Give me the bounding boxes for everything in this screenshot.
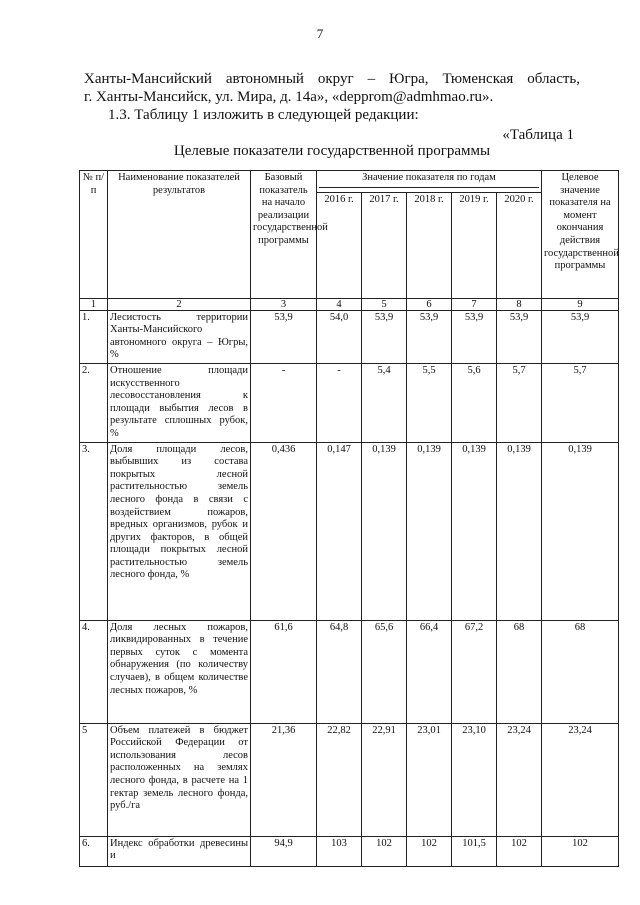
value-2017: 22,91 bbox=[362, 723, 407, 836]
value-2020: 23,24 bbox=[497, 723, 542, 836]
address-line-2: г. Ханты-Мансийск, ул. Мира, д. 14а», «depprom@admhmao.ru». bbox=[84, 89, 494, 105]
row-number: 2. bbox=[80, 363, 108, 442]
value-2020: 102 bbox=[497, 836, 542, 866]
row-number: 1. bbox=[80, 310, 108, 363]
value-2017: 53,9 bbox=[362, 310, 407, 363]
table-row bbox=[80, 310, 619, 363]
column-number: 1 bbox=[80, 298, 108, 310]
value-2017: 102 bbox=[362, 836, 407, 866]
row-number: 6. bbox=[80, 836, 108, 866]
header-years-group-label: Значение показателя по годам bbox=[362, 172, 496, 183]
value-2018: 102 bbox=[407, 836, 452, 866]
value-2019: 67,2 bbox=[452, 620, 497, 723]
table-title: Целевые показатели государственной программы bbox=[173, 143, 491, 159]
target-value: 23,24 bbox=[542, 723, 619, 836]
row-number: 5 bbox=[80, 723, 108, 836]
column-number: 4 bbox=[317, 298, 362, 310]
value-2017: 65,6 bbox=[362, 620, 407, 723]
header-year: 2020 г. bbox=[497, 192, 542, 298]
table-row bbox=[80, 723, 619, 836]
base-value: 21,36 bbox=[251, 723, 317, 836]
header-year: 2019 г. bbox=[452, 192, 497, 298]
header-name: Наименование показателей результатов bbox=[108, 171, 251, 299]
indicator-name: Объем платежей в бюджет Российской Федерации от использования лесов расположенных на землях лесного фонда, в расчете на 1 гектар земель лесного фонда, руб./га bbox=[108, 723, 251, 836]
header-target: Целевое значение показателя на момент окончания действия государственной программы bbox=[542, 171, 619, 299]
base-value: 61,6 bbox=[251, 620, 317, 723]
indicator-name: Доля площади лесов, выбывших из состава покрытых лесной растительностью земель лесного фонда в связи с воздействием пожаров, вредных организмов, рубок и других факторов, в общей площади покрытых лесной растительностью земель лесного фонда, % bbox=[108, 442, 251, 620]
table-header bbox=[80, 171, 619, 311]
indicator-name: Доля лесных пожаров, ликвидированных в течение первых суток с момента обнаружения (по количеству случаев), в общем количестве лесных пожаров, % bbox=[108, 620, 251, 723]
column-number: 8 bbox=[497, 298, 542, 310]
value-2020: 68 bbox=[497, 620, 542, 723]
header-row bbox=[80, 171, 619, 193]
column-number: 7 bbox=[452, 298, 497, 310]
header-divider bbox=[319, 187, 539, 192]
value-2019: 23,10 bbox=[452, 723, 497, 836]
value-2019: 0,139 bbox=[452, 442, 497, 620]
row-number: 3. bbox=[80, 442, 108, 620]
table-row bbox=[80, 836, 619, 866]
value-2018: 53,9 bbox=[407, 310, 452, 363]
table-row bbox=[80, 363, 619, 442]
value-2019: 53,9 bbox=[452, 310, 497, 363]
column-number: 2 bbox=[108, 298, 251, 310]
indicator-name: Индекс обработки древесины и bbox=[108, 836, 251, 866]
page-number: 7 bbox=[316, 26, 324, 41]
table-body bbox=[80, 310, 619, 866]
target-value: 0,139 bbox=[542, 442, 619, 620]
column-number: 3 bbox=[251, 298, 317, 310]
value-2016: - bbox=[317, 363, 362, 442]
row-number: 4. bbox=[80, 620, 108, 723]
header-base: Базовый показатель на начало реализации государственной программы bbox=[251, 171, 317, 299]
indicator-name: Отношение площади искусственного лесовосстановления к площади выбытия лесов в результате сплошных рубок, % bbox=[108, 363, 251, 442]
table-caption: «Таблица 1 bbox=[502, 127, 574, 143]
header-num: № п/п bbox=[80, 171, 108, 299]
indicator-name: Лесистость территории Ханты-Мансийского автономного округа – Югры, % bbox=[108, 310, 251, 363]
header-years-group bbox=[317, 171, 542, 193]
value-2016: 54,0 bbox=[317, 310, 362, 363]
target-value: 68 bbox=[542, 620, 619, 723]
address-line-1: Ханты-Мансийский автономный округ – Югра, Тюменская область, bbox=[84, 71, 580, 87]
base-value: - bbox=[251, 363, 317, 442]
value-2018: 5,5 bbox=[407, 363, 452, 442]
table-row bbox=[80, 442, 619, 620]
value-2018: 23,01 bbox=[407, 723, 452, 836]
target-value: 102 bbox=[542, 836, 619, 866]
value-2017: 0,139 bbox=[362, 442, 407, 620]
value-2020: 5,7 bbox=[497, 363, 542, 442]
value-2016: 103 bbox=[317, 836, 362, 866]
value-2019: 101,5 bbox=[452, 836, 497, 866]
column-numbers-row bbox=[80, 298, 619, 310]
value-2016: 0,147 bbox=[317, 442, 362, 620]
value-2016: 64,8 bbox=[317, 620, 362, 723]
column-number: 6 bbox=[407, 298, 452, 310]
table-row bbox=[80, 620, 619, 723]
value-2019: 5,6 bbox=[452, 363, 497, 442]
base-value: 0,436 bbox=[251, 442, 317, 620]
column-number: 5 bbox=[362, 298, 407, 310]
value-2020: 0,139 bbox=[497, 442, 542, 620]
header-year: 2017 г. bbox=[362, 192, 407, 298]
value-2018: 66,4 bbox=[407, 620, 452, 723]
target-indicators-table bbox=[79, 170, 619, 867]
target-value: 5,7 bbox=[542, 363, 619, 442]
value-2016: 22,82 bbox=[317, 723, 362, 836]
header-year: 2018 г. bbox=[407, 192, 452, 298]
value-2017: 5,4 bbox=[362, 363, 407, 442]
target-value: 53,9 bbox=[542, 310, 619, 363]
base-value: 53,9 bbox=[251, 310, 317, 363]
base-value: 94,9 bbox=[251, 836, 317, 866]
column-number: 9 bbox=[542, 298, 619, 310]
value-2020: 53,9 bbox=[497, 310, 542, 363]
value-2018: 0,139 bbox=[407, 442, 452, 620]
header-year: 2016 г. bbox=[317, 192, 362, 298]
amendment-clause: 1.3. Таблицу 1 изложить в следующей редакции: bbox=[108, 107, 419, 123]
